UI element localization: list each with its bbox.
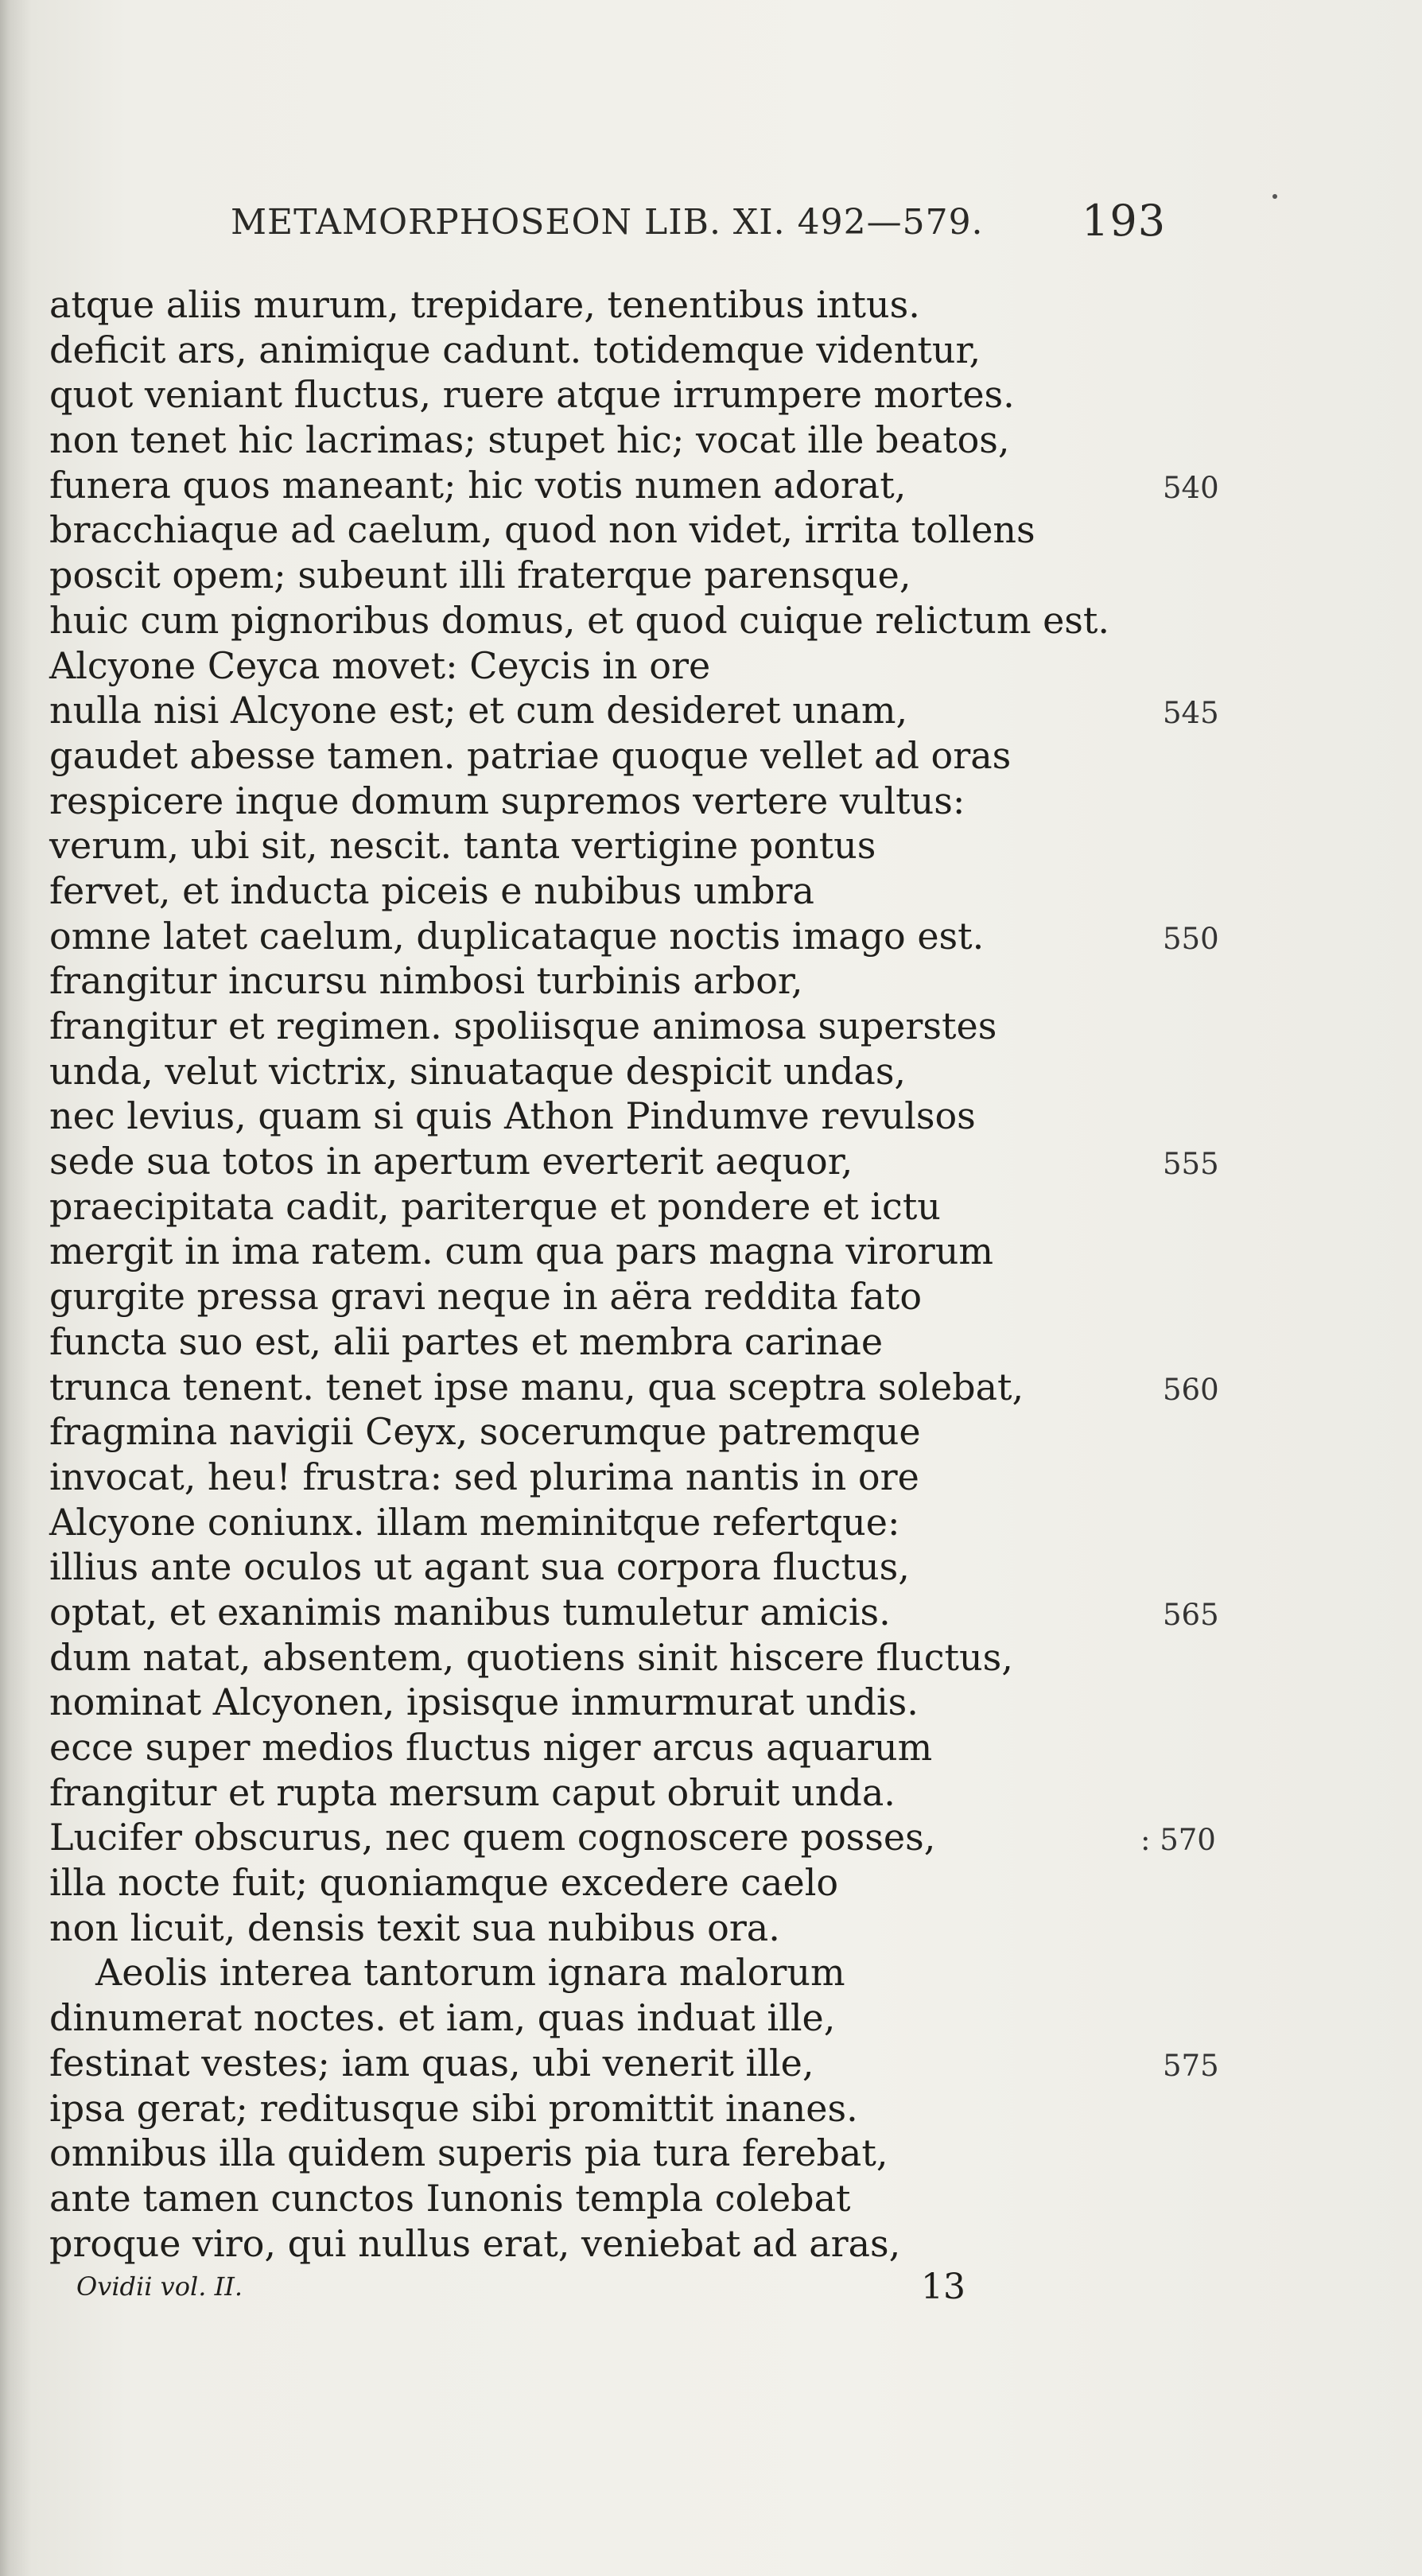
verse-text: nominat Alcyonen, ipsisque inmurmurat undis.: [49, 1680, 919, 1724]
verse-line: [49, 507, 1210, 553]
verse-text: deficit ars, animique cadunt. totidemque videntur,: [49, 328, 981, 371]
verse-text: dum natat, absentem, quotiens sinit hiscere fluctus,: [49, 1635, 1013, 1679]
verse-text: Alcyone Ceyca movet: Ceycis in ore: [49, 643, 711, 687]
verse-line: [49, 2131, 1210, 2176]
verse-text: omne latet caelum, duplicataque noctis imago est.: [49, 914, 985, 958]
verse-text: respicere inque domum supremos vertere vultus:: [49, 779, 965, 822]
verse-line: [49, 418, 1210, 463]
verse-line: [49, 2221, 1210, 2267]
line-number: 555: [1163, 1147, 1219, 1182]
verse-text: sede sua totos in apertum everterit aequor,: [49, 1140, 853, 1183]
verse-line: [49, 1725, 1210, 1770]
line-number: 565: [1163, 1597, 1219, 1632]
verse-line: [49, 1815, 1216, 1860]
verse-text: dinumerat noctes. et iam, quas induat ille,: [49, 1996, 836, 2040]
verse-text: Aeolis interea tantorum ignara malorum: [95, 1951, 845, 1995]
verse-line: [49, 958, 1210, 1004]
verse-text: invocat, heu! frustra: sed plurima nantis in ore: [49, 1455, 919, 1498]
verse-line: [49, 868, 1210, 914]
verse-text: mergit in ima ratem. cum qua pars magna virorum: [49, 1230, 994, 1273]
verse-line: [49, 1319, 1210, 1365]
verse-line: [49, 1229, 1210, 1274]
verse-text: illa nocte fuit; quoniamque excedere caelo: [49, 1861, 839, 1905]
verse-line: [49, 1950, 1210, 1995]
line-number: 550: [1163, 921, 1219, 956]
verse-text: non licuit, densis texit sua nubibus ora.: [49, 1906, 780, 1949]
verse-line: [49, 1049, 1210, 1094]
line-number: : 570: [1140, 1823, 1216, 1858]
verse-text: funera quos maneant; hic votis numen adorat,: [49, 463, 907, 507]
verse-line: [49, 328, 1210, 373]
signature-mark: Ovidii vol. II.: [76, 2271, 243, 2302]
verse-text: non tenet hic lacrimas; stupet hic; vocat ille beatos,: [49, 418, 1010, 462]
verse-line: [49, 282, 1210, 328]
verse-line: [49, 1860, 1210, 1906]
line-number: 540: [1163, 470, 1219, 505]
verse-text: proque viro, qui nullus erat, veniebat ad aras,: [49, 2221, 901, 2265]
verse-text: frangitur incursu nimbosi turbinis arbor,: [49, 959, 803, 1003]
verse-text: poscit opem; subeunt illi fraterque parensque,: [49, 554, 911, 597]
verse-text: festinat vestes; iam quas, ubi venerit ille,: [49, 2041, 814, 2085]
verse-line: [49, 1680, 1210, 1725]
line-number: 560: [1163, 1372, 1219, 1407]
verse-line: [49, 372, 1210, 418]
verse-line: [49, 1184, 1210, 1230]
verse-text: atque aliis murum, trepidare, tenentibus intus.: [49, 283, 920, 326]
verse-line: [49, 1906, 1210, 1951]
verse-text: nec levius, quam si quis Athon Pindumve revulsos: [49, 1094, 976, 1138]
verse-text: unda, velut victrix, sinuataque despicit undas,: [49, 1049, 907, 1093]
verse-text: omnibus illa quidem superis pia tura ferebat,: [49, 2131, 888, 2175]
verse-line: [49, 553, 1210, 598]
verse-text: gaudet abesse tamen. patriae quoque vellet ad oras: [49, 733, 1012, 777]
verse-text: trunca tenent. tenet ipse manu, qua sceptra solebat,: [49, 1365, 1024, 1408]
verse-line: [49, 1995, 1210, 2041]
verse-line: [49, 1094, 1210, 1139]
verse-text: praecipitata cadit, pariterque et pondere et ictu: [49, 1184, 941, 1228]
verse-text: bracchiaque ad caelum, quod non videt, irrita tollens: [49, 508, 1035, 552]
verse-text: quot veniant fluctus, ruere atque irrumpere mortes.: [49, 373, 1015, 417]
verse-text: ipsa gerat; reditusque sibi promittit inanes.: [49, 2086, 858, 2130]
line-number: 575: [1163, 2048, 1219, 2083]
verse-line: [49, 1455, 1210, 1500]
verse-text: optat, et exanimis manibus tumuletur amicis.: [49, 1590, 891, 1634]
line-number: 545: [1163, 696, 1219, 731]
verse-text: Alcyone coniunx. illam meminitque refertque:: [49, 1500, 900, 1544]
verse-text: nulla nisi Alcyone est; et cum desideret unam,: [49, 689, 908, 732]
verse-line: [49, 1409, 1210, 1455]
verse-line: [49, 598, 1210, 643]
verse-line: [49, 1365, 1219, 1410]
verse-text: ecce super medios fluctus niger arcus aquarum: [49, 1726, 933, 1769]
verse-text: functa suo est, alii partes et membra carinae: [49, 1319, 884, 1363]
page-number: 193: [1082, 196, 1167, 246]
verse-line: [49, 914, 1219, 959]
verse-line: [49, 1500, 1210, 1545]
verse-line: [49, 1544, 1210, 1590]
verse-line: [49, 1590, 1219, 1635]
verse-line: [49, 2086, 1210, 2131]
verse-text: illius ante oculos ut agant sua corpora fluctus,: [49, 1545, 910, 1589]
verse-text: fervet, et inducta piceis e nubibus umbra: [49, 868, 814, 912]
verse-text: fragmina navigii Ceyx, socerumque patremque: [49, 1410, 921, 1454]
verse-line: [49, 733, 1210, 779]
page-footer: [76, 2267, 1015, 2314]
verse-line: [49, 463, 1219, 508]
verse-line: [49, 1139, 1219, 1184]
running-title: METAMORPHOSEON LIB. XI. 492—579.: [231, 202, 984, 243]
scan-speck: [1272, 194, 1277, 199]
verse-line: [49, 1274, 1210, 1319]
verse-line: [49, 1635, 1210, 1680]
verse-line: [49, 2176, 1210, 2221]
verse-text: frangitur et regimen. spoliisque animosa superstes: [49, 1004, 997, 1047]
verse-line: [49, 1004, 1210, 1049]
verse-text: verum, ubi sit, nescit. tanta vertigine pontus: [49, 824, 876, 868]
verse-text: gurgite pressa gravi neque in aëra reddita fato: [49, 1275, 923, 1319]
verse-block: [49, 282, 1219, 2266]
verse-text: huic cum pignoribus domus, et quod cuique relictum est.: [49, 598, 1110, 642]
verse-line: [49, 1770, 1210, 1816]
gathering-number: 13: [921, 2267, 965, 2307]
verse-line: [49, 2041, 1219, 2086]
verse-line: [49, 643, 1210, 689]
verse-line: [49, 688, 1219, 733]
verse-line: [49, 779, 1210, 824]
verse-text: Lucifer obscurus, nec quem cognoscere posses,: [49, 1816, 936, 1859]
verse-text: ante tamen cunctos Iunonis templa colebat: [49, 2176, 851, 2220]
verse-text: frangitur et rupta mersum caput obruit unda.: [49, 1770, 896, 1814]
verse-line: [49, 823, 1210, 868]
